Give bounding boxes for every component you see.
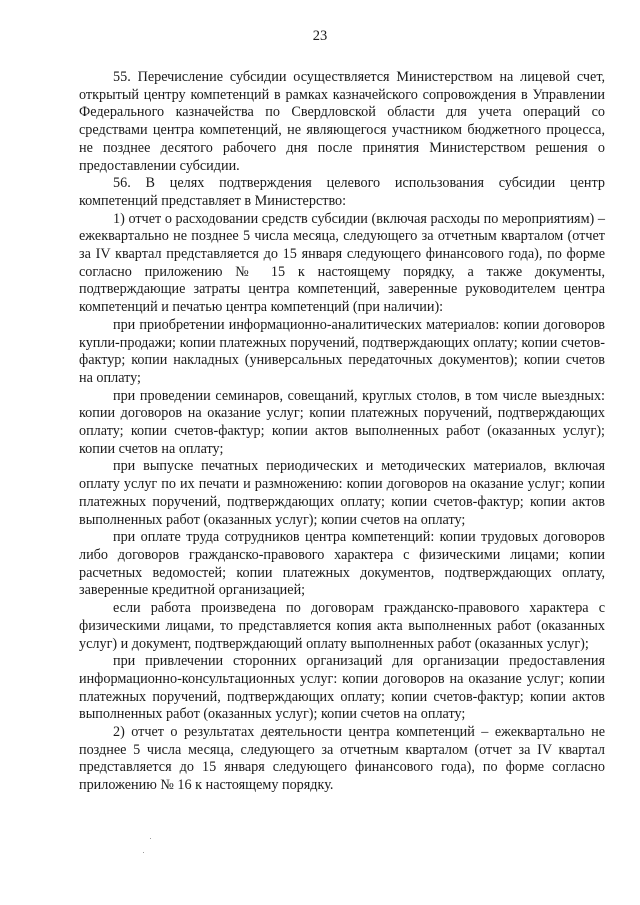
scan-speck [143,852,144,853]
paragraph-staff-payment: при оплате труда сотрудников центра компетенций: копии трудовых договоров либо договоров гражданско-правового характера с физическими лицами; копии расчетных ведомостей; копии платежных документов, подтверждающих оплату, заверенные кредитной организацией; [79,529,605,599]
paragraph-56: 56. В целях подтверждения целевого использования субсидии центр компетенций представляет в Министерство: [79,175,605,209]
scan-speck [150,838,151,839]
page-number: 23 [312,28,328,44]
paragraph-info-materials: при приобретении информационно-аналитических материалов: копии договоров купли-продажи; копии платежных поручений, подтверждающих оплату; копии счетов-фактур; копии накладных (универсальных передаточных документов); копии счетов на оплату; [79,316,605,386]
paragraph-seminars: при проведении семинаров, совещаний, круглых столов, в том числе выездных: копии договоров на оказание услуг; копии платежных поручений, подтверждающих оплату; копии счетов-фактур; копии актов выполненных работ (оказанных услуг); копии счетов на оплату; [79,387,605,457]
document-body [79,69,605,795]
paragraph-56-item-1: 1) отчет о расходовании средств субсидии (включая расходы по мероприятиям) – ежеквартально не позднее 5 числа месяца, следующего за отчетным кварталом (отчет за IV квартал представляется до 15 января следующего финансового года), по форме согласно приложению № 15 к настоящему порядку, а также документы, подтверждающие затраты центра компетенций, заверенные руководителем центра компетенций и печатью центра компетенций (при наличии): [79,210,605,316]
paragraph-third-party: при привлечении сторонних организаций для организации предоставления информационно-консультационных услуг: копии договоров на оказание услуг; копии платежных поручений, подтверждающих оплату; копии счетов-фактур; копии актов выполненных работ (оказанных услуг); копии счетов на оплату; [79,653,605,723]
paragraph-56-item-2: 2) отчет о результатах деятельности центра компетенций – ежеквартально не позднее 5 числа месяца, следующего за отчетным кварталом (отчет за IV квартал представляется до 15 января следующего финансового года), по форме согласно приложению № 16 к настоящему порядку. [79,724,605,794]
paragraph-civil-contracts: если работа произведена по договорам гражданско-правового характера с физическими лицами, то представляется копия акта выполненных работ (оказанных услуг) и документ, подтверждающий оплату выполненных работ (оказанных услуг); [79,600,605,652]
paragraph-55: 55. Перечисление субсидии осуществляется Министерством на лицевой счет, открытый центру компетенций в рамках казначейского сопровождения в Управлении Федерального казначейства по Свердловской области для учета операций со средствами центра компетенций, не являющегося участником бюджетного процесса, не позднее десятого рабочего дня после принятия Министерством решения о предоставлении субсидии. [79,69,605,174]
paragraph-printed-materials: при выпуске печатных периодических и методических материалов, включая оплату услуг по их печати и размножению: копии договоров на оказание услуг; копии платежных поручений, подтверждающих оплату; копии счетов-фактур; копии актов выполненных работ (оказанных услуг); копии счетов на оплату; [79,458,605,528]
